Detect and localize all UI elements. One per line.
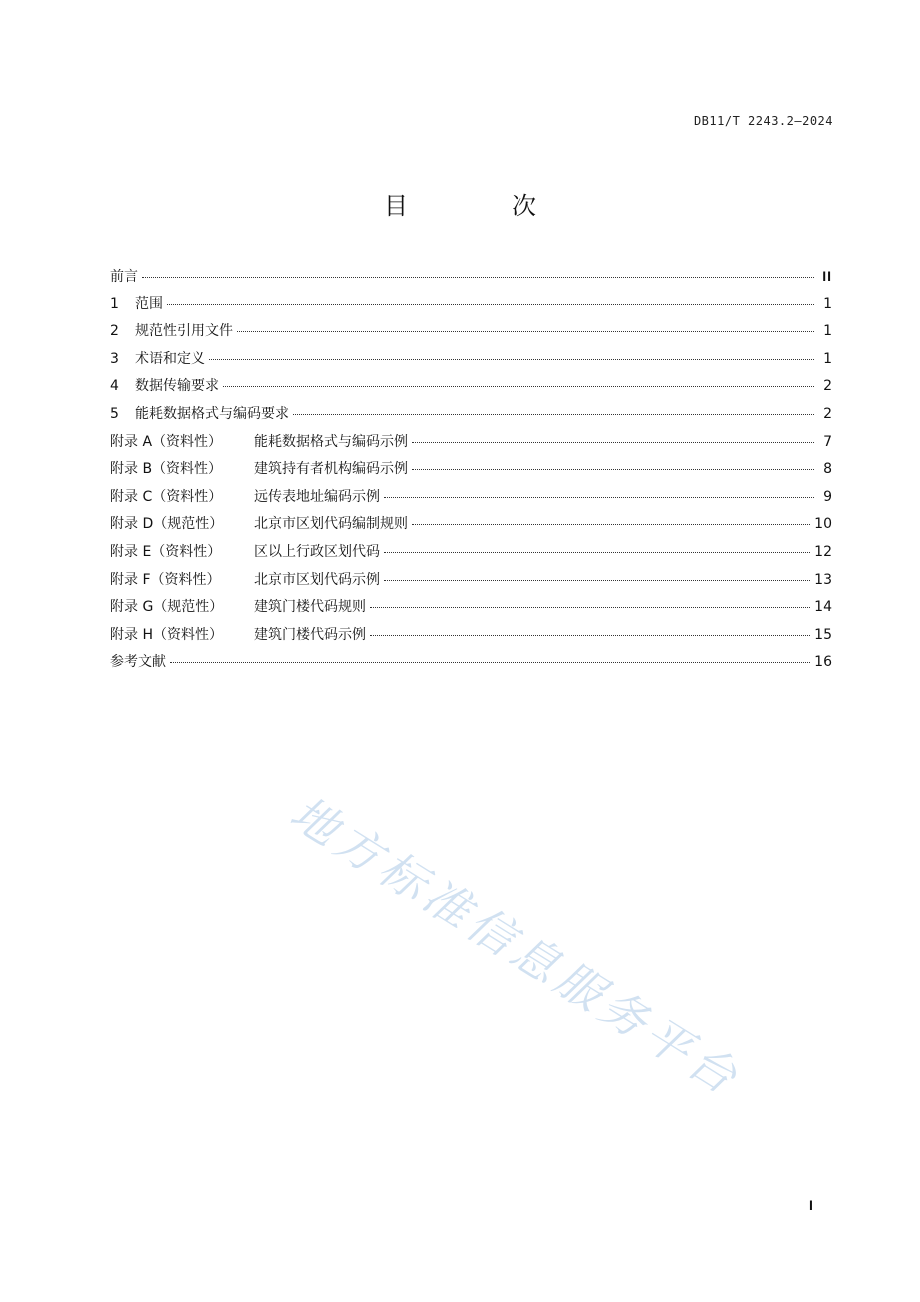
dot-leader bbox=[412, 468, 814, 470]
toc-entry-page: 14 bbox=[814, 599, 832, 616]
toc-entry-page: 8 bbox=[823, 461, 832, 478]
dot-leader bbox=[384, 579, 810, 581]
toc-entry-label: 术语和定义 bbox=[135, 350, 205, 367]
dot-leader bbox=[237, 330, 814, 332]
toc-entry-foreword[interactable] bbox=[110, 263, 832, 291]
toc-entry-label: 建筑门楼代码规则 bbox=[254, 599, 366, 616]
toc-entry-scope[interactable] bbox=[110, 291, 832, 319]
toc-entry-appendix: 附录 F（资料性） bbox=[110, 571, 221, 588]
document-code: DB11/T 2243.2—2024 bbox=[693, 114, 833, 128]
toc-entry-page: 1 bbox=[823, 350, 832, 367]
toc-entry-page: 1 bbox=[823, 295, 832, 312]
toc-entry-normative-references[interactable] bbox=[110, 318, 832, 346]
toc-entry-appendix: 附录 D（规范性） bbox=[110, 516, 224, 533]
toc-entry-label: 建筑持有者机构编码示例 bbox=[254, 461, 408, 478]
toc-entry-label: 能耗数据格式与编码示例 bbox=[254, 433, 408, 450]
toc-entry-page: 15 bbox=[814, 626, 832, 643]
toc-entry-appendix-c[interactable] bbox=[110, 484, 832, 512]
toc-entry-page: II bbox=[822, 268, 832, 284]
toc-entry-label: 北京市区划代码示例 bbox=[254, 571, 380, 588]
dot-leader bbox=[167, 303, 814, 305]
dot-leader bbox=[384, 551, 810, 553]
page-number: I bbox=[809, 1197, 813, 1213]
toc-entry-page: 7 bbox=[823, 433, 832, 450]
toc-entry-appendix: 附录 G（规范性） bbox=[110, 599, 224, 616]
dot-leader bbox=[209, 358, 814, 360]
toc-entry-number: 4 bbox=[110, 378, 119, 395]
dot-leader bbox=[370, 606, 810, 608]
dot-leader bbox=[370, 634, 810, 636]
dot-leader bbox=[412, 523, 810, 525]
toc-entry-label: 数据传输要求 bbox=[135, 378, 219, 395]
toc-entry-label: 建筑门楼代码示例 bbox=[254, 626, 366, 643]
table-of-contents bbox=[110, 263, 832, 677]
toc-entry-appendix: 附录 B（资料性） bbox=[110, 461, 223, 478]
toc-entry-number: 2 bbox=[110, 323, 119, 340]
dot-leader bbox=[170, 661, 810, 663]
dot-leader bbox=[384, 496, 814, 498]
toc-entry-label: 前言 bbox=[110, 269, 138, 285]
toc-entry-page: 2 bbox=[823, 378, 832, 395]
toc-entry-label: 能耗数据格式与编码要求 bbox=[135, 405, 289, 422]
toc-entry-page: 2 bbox=[823, 405, 832, 422]
toc-entry-appendix-b[interactable] bbox=[110, 456, 832, 484]
toc-entry-data-format[interactable] bbox=[110, 401, 832, 429]
toc-entry-number: 1 bbox=[110, 295, 119, 312]
dot-leader bbox=[223, 385, 814, 387]
toc-entry-terms[interactable] bbox=[110, 346, 832, 374]
toc-entry-number: 3 bbox=[110, 350, 119, 367]
toc-entry-page: 12 bbox=[814, 543, 832, 560]
toc-entry-appendix-a[interactable] bbox=[110, 429, 832, 457]
dot-leader bbox=[142, 276, 814, 278]
toc-entry-label: 远传表地址编码示例 bbox=[254, 488, 380, 505]
toc-entry-page: 10 bbox=[814, 516, 832, 533]
toc-entry-page: 13 bbox=[814, 571, 832, 588]
toc-entry-label: 北京市区划代码编制规则 bbox=[254, 516, 408, 533]
toc-entry-appendix-h[interactable] bbox=[110, 622, 832, 650]
toc-entry-bibliography[interactable] bbox=[110, 649, 832, 677]
toc-entry-appendix: 附录 A（资料性） bbox=[110, 433, 223, 450]
toc-entry-appendix-g[interactable] bbox=[110, 594, 832, 622]
toc-entry-label: 参考文献 bbox=[110, 654, 166, 671]
toc-entry-page: 9 bbox=[823, 488, 832, 505]
toc-entry-appendix: 附录 H（资料性） bbox=[110, 626, 223, 643]
toc-entry-appendix: 附录 C（资料性） bbox=[110, 488, 223, 505]
toc-entry-appendix-f[interactable] bbox=[110, 567, 832, 595]
watermark-text: 地方标准信息服务平台 bbox=[281, 785, 751, 1107]
toc-entry-number: 5 bbox=[110, 405, 119, 422]
toc-entry-appendix: 附录 E（资料性） bbox=[110, 543, 222, 560]
toc-entry-page: 1 bbox=[823, 323, 832, 340]
dot-leader bbox=[293, 413, 814, 415]
toc-entry-label: 区以上行政区划代码 bbox=[254, 543, 380, 560]
toc-entry-label: 范围 bbox=[135, 295, 163, 312]
toc-entry-appendix-d[interactable] bbox=[110, 511, 832, 539]
toc-entry-page: 16 bbox=[814, 654, 832, 671]
toc-entry-data-transmission[interactable] bbox=[110, 373, 832, 401]
dot-leader bbox=[412, 441, 814, 443]
toc-entry-appendix-e[interactable] bbox=[110, 539, 832, 567]
toc-entry-label: 规范性引用文件 bbox=[135, 323, 233, 340]
page-title: 目 次 bbox=[384, 192, 576, 220]
